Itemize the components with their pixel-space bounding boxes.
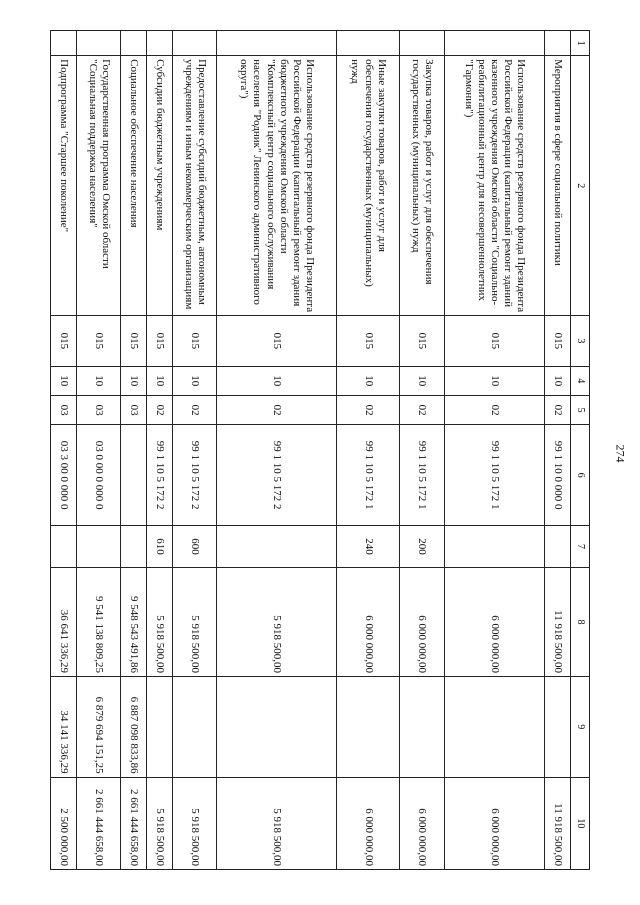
table-row — [172, 31, 217, 870]
cell-name: Субсидии бюджетным учреждениям — [147, 56, 173, 316]
cell-c7 — [51, 525, 77, 567]
cell-name: Иные закупки товаров, работ и услуг для обеспечения государственных (муниципальных) нужд — [336, 56, 399, 316]
budget-table — [50, 30, 590, 870]
cell-c5: 02 — [336, 395, 399, 424]
column-header: 4 — [571, 366, 590, 395]
cell-c9 — [147, 676, 173, 777]
cell-c5: 02 — [147, 395, 173, 424]
cell-c3: 015 — [76, 316, 121, 366]
cell-c5: 02 — [545, 395, 571, 424]
column-header: 3 — [571, 316, 590, 366]
column-header: 10 — [571, 777, 590, 869]
cell-c6: 03 0 00 0 000 0 — [76, 425, 121, 526]
cell-c9: 6 887 098 833,86 — [121, 676, 147, 777]
cell-name: Социальное обеспечение населения — [121, 56, 147, 316]
cell-c3: 015 — [444, 316, 545, 366]
table-row — [147, 31, 173, 870]
cell-c8: 9 548 543 491,86 — [121, 567, 147, 676]
cell-blank — [172, 31, 217, 56]
cell-c8: 11 918 500,00 — [545, 567, 571, 676]
cell-c3: 015 — [172, 316, 217, 366]
cell-c8: 5 918 500,00 — [217, 567, 336, 676]
cell-name: Мероприятия в сфере социальной политики — [545, 56, 571, 316]
cell-c3: 015 — [545, 316, 571, 366]
cell-c6: 99 1 10 5 172 1 — [444, 425, 545, 526]
cell-c4: 10 — [51, 366, 77, 395]
cell-c10: 6 000 000,00 — [336, 777, 399, 869]
cell-c5: 02 — [217, 395, 336, 424]
cell-c7 — [76, 525, 121, 567]
column-header: 9 — [571, 676, 590, 777]
cell-c8: 6 000 000,00 — [400, 567, 445, 676]
cell-c10: 5 918 500,00 — [172, 777, 217, 869]
cell-blank — [336, 31, 399, 56]
cell-c4: 10 — [400, 366, 445, 395]
cell-c3: 015 — [147, 316, 173, 366]
cell-c6: 99 1 10 5 172 1 — [336, 425, 399, 526]
cell-name: Использование средств резервного фонда Президента Российской Федерации (капитальный ремонт здания бюджетного учреждения Омской области "Комплексный центр социального обслуживания населения "Родник" Ленинского административного округа") — [217, 56, 336, 316]
cell-c10: 6 000 000,00 — [400, 777, 445, 869]
cell-c9: 6 879 694 151,25 — [76, 676, 121, 777]
cell-c7: 600 — [172, 525, 217, 567]
cell-c10: 2 500 000,00 — [51, 777, 77, 869]
cell-c8: 6 000 000,00 — [336, 567, 399, 676]
cell-c5: 03 — [121, 395, 147, 424]
column-header: 6 — [571, 425, 590, 526]
cell-blank — [147, 31, 173, 56]
cell-c6: 99 1 10 5 172 2 — [172, 425, 217, 526]
cell-c9 — [336, 676, 399, 777]
cell-c4: 10 — [545, 366, 571, 395]
cell-blank — [400, 31, 445, 56]
cell-c6: 03 3 00 0 000 0 — [51, 425, 77, 526]
cell-c10: 6 000 000,00 — [444, 777, 545, 869]
cell-c6: 99 1 10 5 172 1 — [400, 425, 445, 526]
table-row — [76, 31, 121, 870]
cell-blank — [51, 31, 77, 56]
cell-c7: 200 — [400, 525, 445, 567]
cell-c6 — [121, 425, 147, 526]
cell-c9 — [400, 676, 445, 777]
cell-c4: 10 — [336, 366, 399, 395]
table-row — [545, 31, 571, 870]
cell-c5: 03 — [76, 395, 121, 424]
table-row — [51, 31, 77, 870]
cell-c9 — [217, 676, 336, 777]
cell-c4: 10 — [444, 366, 545, 395]
cell-c7 — [121, 525, 147, 567]
cell-c8: 6 000 000,00 — [444, 567, 545, 676]
cell-c3: 015 — [217, 316, 336, 366]
cell-c4: 10 — [76, 366, 121, 395]
cell-c9 — [172, 676, 217, 777]
cell-c8: 5 918 500,00 — [172, 567, 217, 676]
budget-table-container — [50, 30, 590, 870]
cell-c10: 2 661 444 658,00 — [76, 777, 121, 869]
cell-blank — [444, 31, 545, 56]
table-row — [400, 31, 445, 870]
cell-c4: 10 — [217, 366, 336, 395]
cell-c4: 10 — [172, 366, 217, 395]
cell-blank — [545, 31, 571, 56]
cell-c8: 5 918 500,00 — [147, 567, 173, 676]
table-row — [336, 31, 399, 870]
cell-c5: 02 — [172, 395, 217, 424]
cell-name: Государственная программа Омской области "Социальная поддержка населения" — [76, 56, 121, 316]
cell-c7 — [545, 525, 571, 567]
table-body — [51, 31, 571, 870]
page-number: 274 — [613, 444, 628, 463]
cell-name: Предоставление субсидий бюджетным, автономным учреждениям и иным некоммерческим организациям — [172, 56, 217, 316]
table-row — [444, 31, 545, 870]
cell-name: Использование средств резервного фонда Президента Российской Федерации (капитальный ремонт зданий казенного учреждения Омской области "Социально-реабилитационный центр для несовершеннолетних "Гармония") — [444, 56, 545, 316]
cell-c3: 015 — [121, 316, 147, 366]
cell-name: Подпрограмма "Старшее поколение" — [51, 56, 77, 316]
column-header: 2 — [571, 56, 590, 316]
cell-blank — [217, 31, 336, 56]
cell-c10: 2 661 444 658,00 — [121, 777, 147, 869]
cell-c9 — [545, 676, 571, 777]
cell-c5: 02 — [444, 395, 545, 424]
cell-c4: 10 — [147, 366, 173, 395]
table-row — [217, 31, 336, 870]
cell-c3: 015 — [51, 316, 77, 366]
cell-c10: 11 918 500,00 — [545, 777, 571, 869]
column-header: 5 — [571, 395, 590, 424]
cell-c3: 015 — [400, 316, 445, 366]
cell-c4: 10 — [121, 366, 147, 395]
cell-c7 — [444, 525, 545, 567]
cell-c9 — [444, 676, 545, 777]
column-header: 8 — [571, 567, 590, 676]
cell-c3: 015 — [336, 316, 399, 366]
cell-blank — [76, 31, 121, 56]
cell-c10: 5 918 500,00 — [147, 777, 173, 869]
cell-c7: 240 — [336, 525, 399, 567]
cell-c10: 5 918 500,00 — [217, 777, 336, 869]
column-header: 7 — [571, 525, 590, 567]
cell-c8: 36 641 336,29 — [51, 567, 77, 676]
cell-c6: 99 1 10 5 172 2 — [147, 425, 173, 526]
cell-c9: 34 141 336,29 — [51, 676, 77, 777]
table-row — [121, 31, 147, 870]
cell-name: Закупка товаров, работ и услуг для обеспечения государственных (муниципальных) нужд — [400, 56, 445, 316]
cell-c7 — [217, 525, 336, 567]
column-header: 1 — [571, 31, 590, 56]
cell-c7: 610 — [147, 525, 173, 567]
cell-c5: 02 — [400, 395, 445, 424]
header-row — [571, 31, 590, 870]
cell-c6: 99 1 10 5 172 2 — [217, 425, 336, 526]
cell-c5: 03 — [51, 395, 77, 424]
cell-c6: 99 1 10 0 000 0 — [545, 425, 571, 526]
cell-c8: 9 541 138 809,25 — [76, 567, 121, 676]
cell-blank — [121, 31, 147, 56]
